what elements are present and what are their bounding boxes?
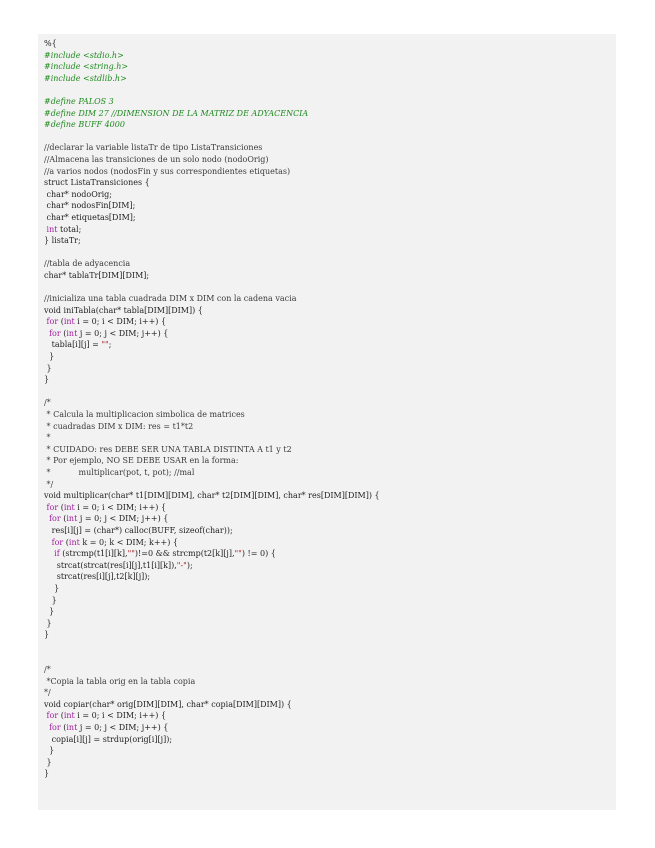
code-line: for (int k = 0; k < DIM; k++) { [51, 537, 179, 547]
code-line: char* tablaTr[DIM][DIM]; [44, 270, 150, 280]
code-line: } [44, 595, 57, 605]
code-line: %{ [44, 39, 57, 48]
code-line: for (int i = 0; i < DIM; i++) { [46, 711, 167, 721]
code-line: //a varios nodos (nodosFin y sus correspondientes etiquetas) [44, 166, 291, 176]
code-line: #include <stdio.h> [44, 50, 124, 60]
code-line: * [44, 433, 51, 443]
code-line: struct ListaTransiciones { [44, 178, 150, 188]
code-line: #include <string.h> [44, 62, 129, 72]
code-blank-line [44, 386, 616, 398]
code-line: void multiplicar(char* t1[DIM][DIM], char* t2[DIM][DIM], char* res[DIM][DIM]) { [44, 491, 380, 501]
code-line: for (int j = 0; j < DIM; j++) { [49, 328, 169, 338]
code-line: for (int i = 0; i < DIM; i++) { [46, 502, 167, 512]
code-line: tabla[i][j] = ""; [44, 340, 112, 350]
code-line: void copiar(char* orig[DIM][DIM], char* copia[DIM][DIM]) { [44, 699, 292, 709]
code-line: } [44, 618, 52, 628]
code-blank-line [44, 84, 616, 96]
code-line: * Por ejemplo, NO SE DEBE USAR en la forma: [44, 456, 239, 466]
code-line: #define PALOS 3 [44, 96, 114, 106]
code-line: } [44, 746, 55, 756]
code-line: } [44, 607, 55, 617]
code-line: *Copia la tabla orig en la tabla copia [44, 676, 196, 686]
code-line: if (strcmp(t1[i][k],"")!=0 && strcmp(t2[k][j],"") != 0) { [54, 549, 276, 559]
code-line: strcat(strcat(res[i][j],t1[i][k]),"-"); [44, 560, 193, 570]
code-line: * multiplicar(pot, t, pot); //mal [44, 467, 195, 477]
code-line: //Almacena las transiciones de un solo nodo (nodoOrig) [44, 154, 269, 164]
code-line: #include <stdlib.h> [44, 73, 127, 83]
code-line: int total; [46, 224, 82, 234]
code-line: } [44, 375, 50, 385]
code-line: //inicializa una tabla cuadrada DIM x DIM con la cadena vacia [44, 294, 297, 304]
code-line: //declarar la variable listaTr de tipo ListaTransiciones [44, 143, 263, 153]
code-line: } [44, 363, 52, 373]
code-block [38, 34, 616, 810]
code-line: } [44, 583, 60, 593]
code-line: char* etiquetas[DIM]; [44, 212, 136, 222]
code-blank-line [44, 641, 616, 653]
code-line: */ [44, 479, 54, 489]
code-line: } [44, 769, 50, 779]
code-line: } listaTr; [44, 236, 81, 246]
code-line: */ [44, 688, 51, 698]
code-line: * Calcula la multiplicacion simbolica de matrices [44, 410, 245, 419]
code-line: } [44, 352, 55, 362]
code-line: strcat(res[i][j],t2[k][j]); [44, 572, 151, 582]
code-line: char* nodosFin[DIM]; [44, 201, 136, 211]
code-line: for (int j = 0; j < DIM; j++) { [49, 514, 169, 524]
code-blank-line [44, 131, 616, 143]
code-line: //tabla de adyacencia [44, 259, 131, 269]
code-line: #define BUFF 4000 [44, 120, 125, 130]
code-line: res[i][j] = (char*) calloc(BUFF, sizeof(char)); [44, 525, 233, 535]
code-line: } [44, 630, 50, 640]
code-line: char* nodoOrig; [44, 189, 112, 199]
code-line: void iniTabla(char* tabla[DIM][DIM]) { [44, 305, 203, 315]
code-line: /* [44, 665, 51, 675]
code-line: for (int j = 0; j < DIM; j++) { [49, 723, 169, 733]
code-line: copia[i][j] = strdup(orig[i][j]); [44, 734, 173, 744]
code-line: * CUIDADO: res DEBE SER UNA TABLA DISTINTA A t1 y t2 [44, 444, 292, 454]
code-line: #define DIM 27 //DIMENSION DE LA MATRIZ DE ADYACENCIA [44, 108, 309, 118]
code-blank-line [44, 247, 616, 259]
code-line: * cuadradas DIM x DIM: res = t1*t2 [44, 421, 194, 431]
code-blank-line [44, 652, 616, 664]
code-blank-line [44, 281, 616, 293]
code-line: /* [44, 398, 51, 408]
code-line: for (int i = 0; i < DIM; i++) { [46, 317, 167, 327]
code-line: } [44, 757, 52, 767]
